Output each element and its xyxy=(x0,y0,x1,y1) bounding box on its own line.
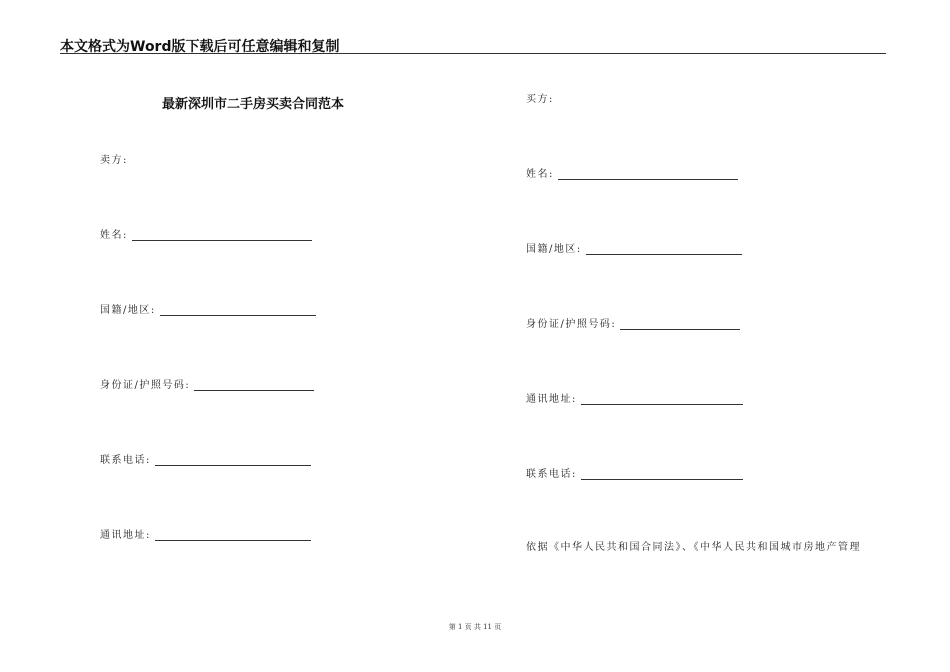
buyer-name-blank[interactable] xyxy=(558,169,738,180)
buyer-id-label: 身份证/护照号码: xyxy=(526,319,617,330)
header-divider xyxy=(60,53,886,54)
header-title: 本文格式为Word版下载后可任意编辑和复制 xyxy=(60,39,340,55)
seller-phone-label: 联系电话: xyxy=(100,455,151,466)
seller-address-blank[interactable] xyxy=(155,530,311,541)
buyer-id-field xyxy=(526,318,740,332)
buyer-phone-field xyxy=(526,468,743,482)
seller-nationality-blank[interactable] xyxy=(160,305,316,316)
buyer-heading xyxy=(526,93,554,107)
buyer-id-blank[interactable] xyxy=(620,319,740,330)
buyer-name-field xyxy=(526,168,738,182)
seller-address-label: 通讯地址: xyxy=(100,530,151,541)
seller-id-field xyxy=(100,379,314,393)
buyer-nationality-blank[interactable] xyxy=(586,244,742,255)
buyer-phone-label: 联系电话: xyxy=(526,469,577,480)
buyer-address-label: 通讯地址: xyxy=(526,394,577,405)
seller-nationality-label: 国籍/地区: xyxy=(100,305,156,316)
buyer-nationality-field xyxy=(526,243,742,257)
page-number: 第 1 页 共 11 页 xyxy=(448,623,502,631)
seller-id-blank[interactable] xyxy=(194,380,314,391)
seller-nationality-field xyxy=(100,304,316,318)
seller-name-field xyxy=(100,229,312,243)
seller-name-blank[interactable] xyxy=(132,230,312,241)
buyer-heading-label: 买方: xyxy=(526,94,554,105)
buyer-name-label: 姓名: xyxy=(526,169,554,180)
legal-basis-text: 依据《中华人民共和国合同法》、《中华人民共和国城市房地产管理 xyxy=(526,542,861,553)
seller-heading xyxy=(100,154,128,168)
document-title: 最新深圳市二手房买卖合同范本 xyxy=(162,97,345,112)
buyer-nationality-label: 国籍/地区: xyxy=(526,244,582,255)
seller-phone-blank[interactable] xyxy=(155,455,311,466)
seller-heading-label: 卖方: xyxy=(100,155,128,166)
buyer-phone-blank[interactable] xyxy=(581,469,743,480)
seller-id-label: 身份证/护照号码: xyxy=(100,380,191,391)
buyer-address-blank[interactable] xyxy=(581,394,743,405)
seller-address-field xyxy=(100,529,311,543)
seller-phone-field xyxy=(100,454,311,468)
buyer-address-field xyxy=(526,393,743,407)
seller-name-label: 姓名: xyxy=(100,230,128,241)
